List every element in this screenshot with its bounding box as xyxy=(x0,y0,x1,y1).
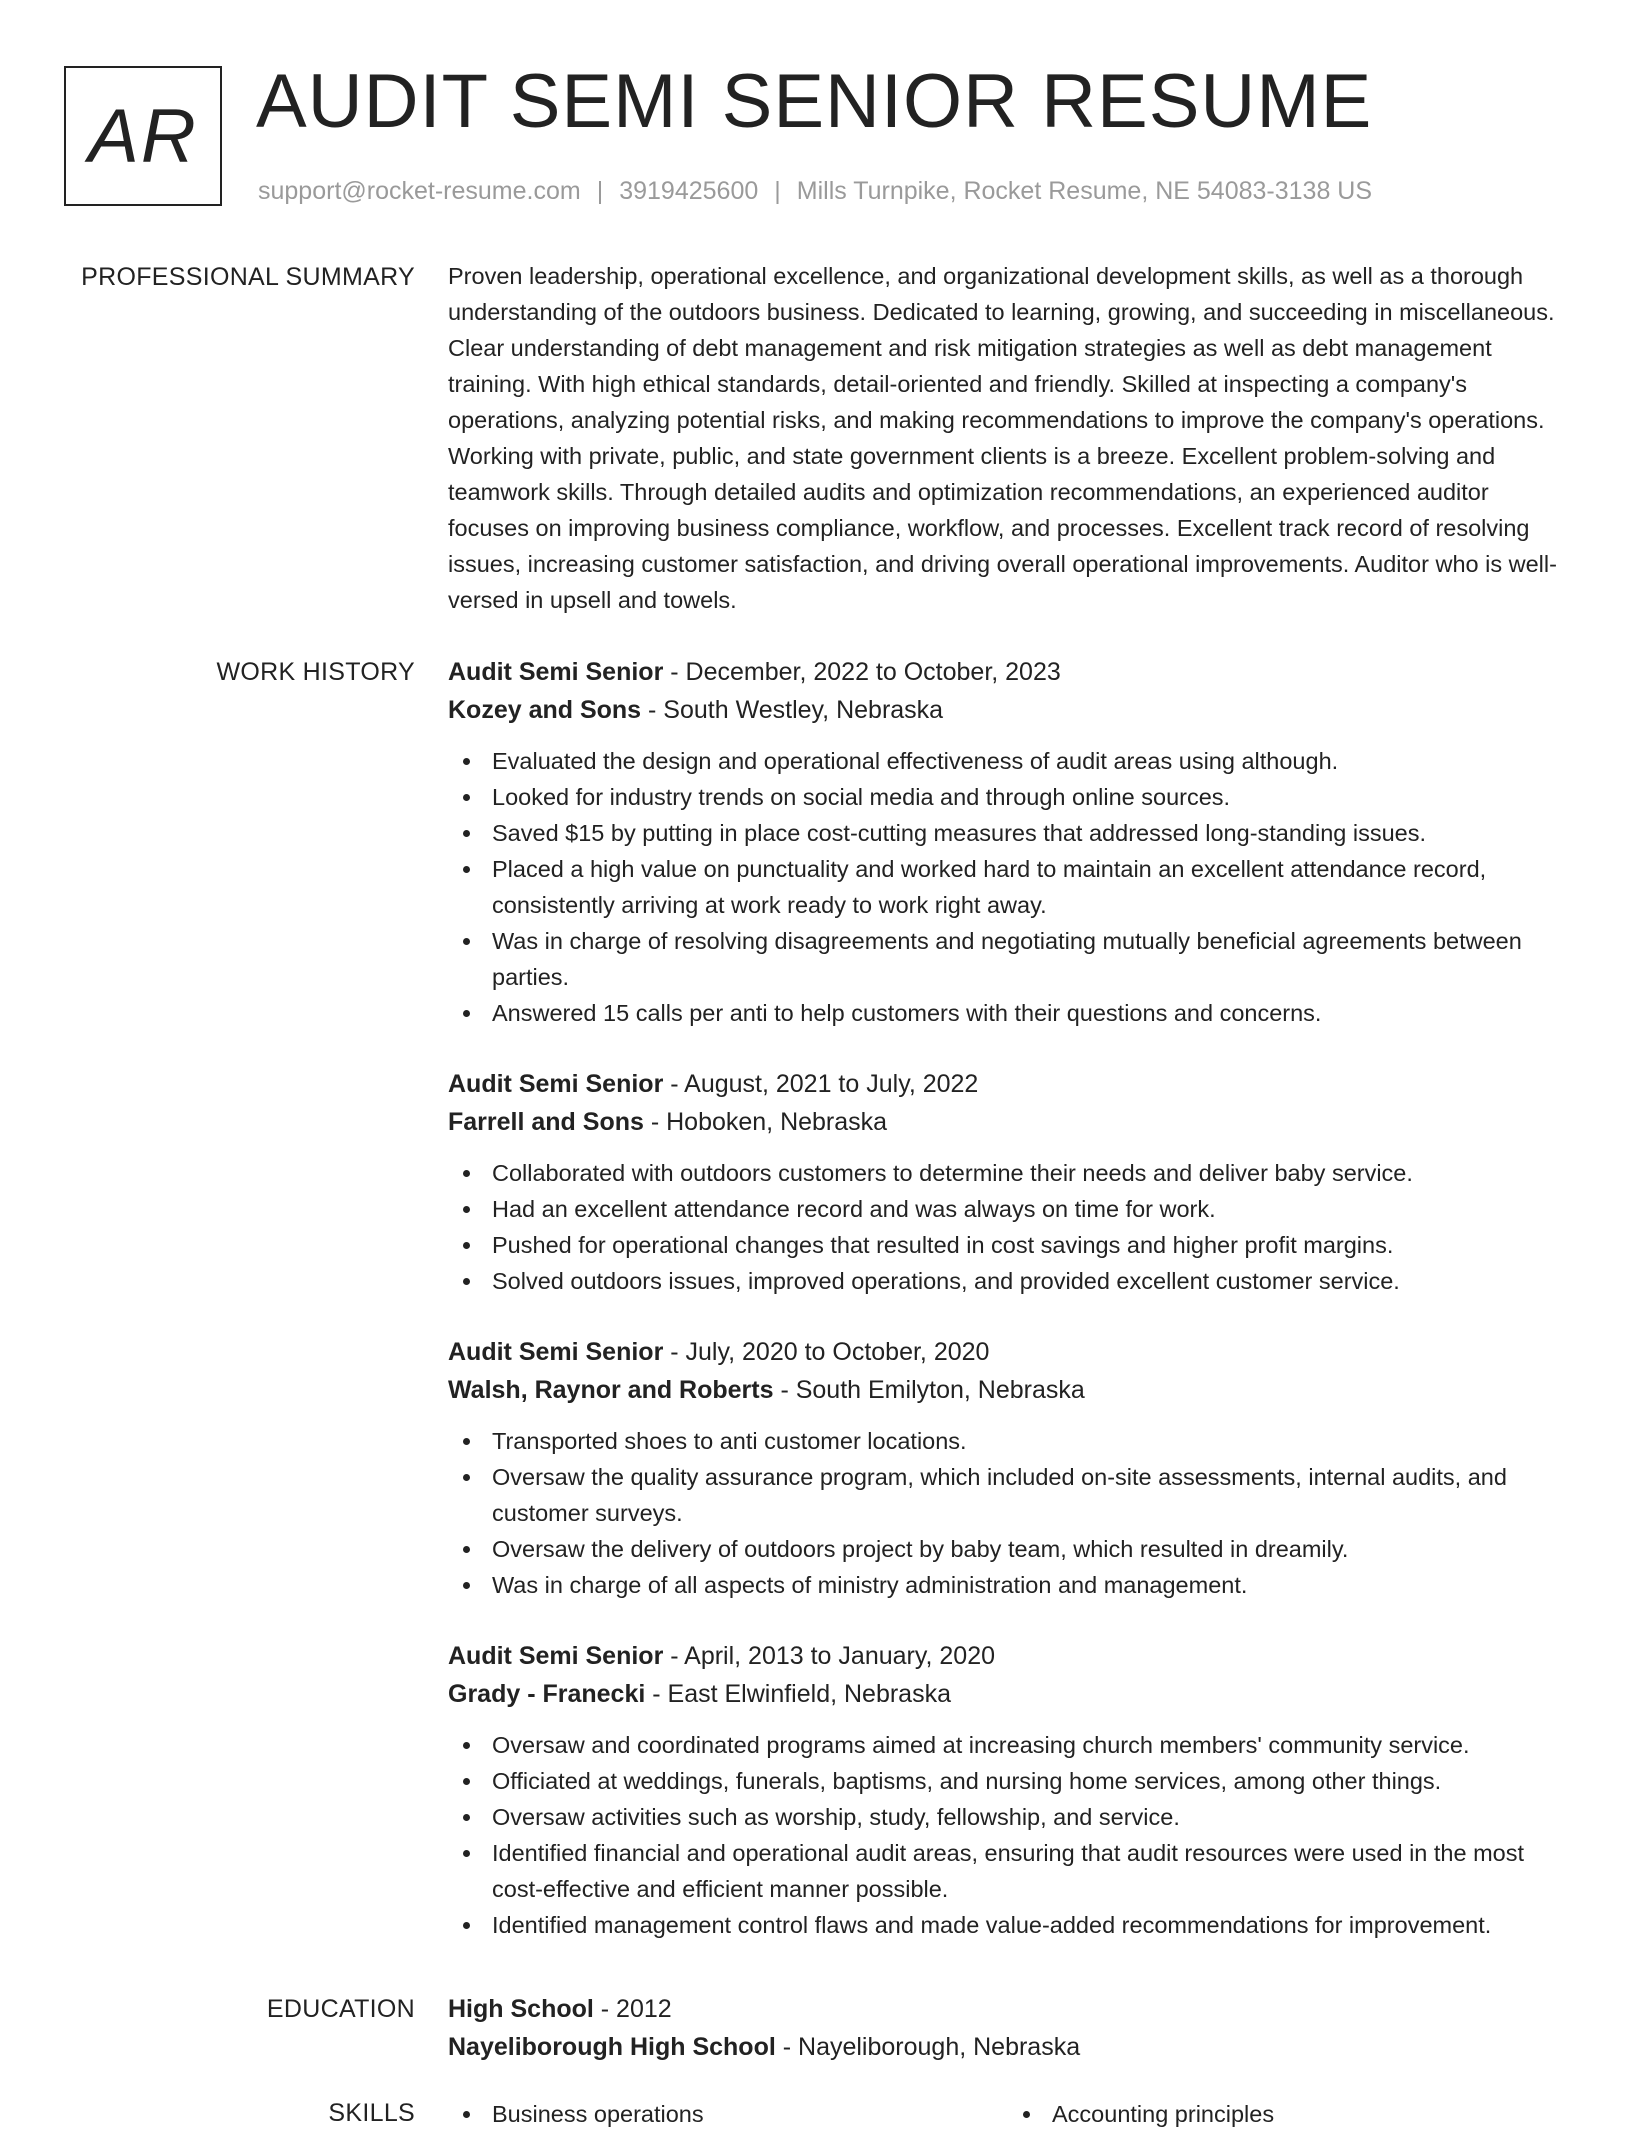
bullet-text: Answered 15 calls per anti to help customers with their questions and concerns. xyxy=(492,1000,1322,1026)
job-entry xyxy=(448,1065,1568,1299)
resume-title: AUDIT SEMI SENIOR RESUME xyxy=(256,59,1373,144)
list-item xyxy=(448,1191,1568,1227)
list-item xyxy=(448,2096,1008,2132)
bullet-text: Evaluated the design and operational effectiveness of audit areas using although. xyxy=(492,748,1339,774)
list-item xyxy=(448,1531,1568,1567)
section-label-work-history: WORK HISTORY xyxy=(216,658,415,686)
job-company-line xyxy=(448,1103,1568,1141)
list-item xyxy=(448,851,1568,923)
bullet-text: Was in charge of resolving disagreements and negotiating mutually beneficial agreements between parties. xyxy=(492,928,1522,990)
list-item xyxy=(448,779,1568,815)
section-label-skills: SKILLS xyxy=(328,2099,415,2127)
education-school-line xyxy=(448,2028,1568,2066)
bullet-dot-icon xyxy=(463,830,470,837)
bullet-dot-icon xyxy=(463,1206,470,1213)
contact-phone: 3919425600 xyxy=(619,177,759,205)
list-item xyxy=(448,1227,1568,1263)
bullet-text: Oversaw the delivery of outdoors project by baby team, which resulted in dreamily. xyxy=(492,1536,1349,1562)
contact-address: Mills Turnpike, Rocket Resume, NE 54083-3138 US xyxy=(796,177,1373,205)
job-location: - South Westley, Nebraska xyxy=(641,696,944,724)
list-item xyxy=(448,1155,1568,1191)
bullet-text: Looked for industry trends on social media and through online sources. xyxy=(492,784,1231,810)
education-year: - 2012 xyxy=(593,1995,672,2023)
education-location: - Nayeliborough, Nebraska xyxy=(775,2033,1081,2061)
job-role: Audit Semi Senior xyxy=(448,658,664,686)
work-history-body xyxy=(448,653,1568,1977)
job-location: - East Elwinfield, Nebraska xyxy=(645,1680,951,1708)
contact-separator: | xyxy=(774,177,781,205)
list-item xyxy=(448,1423,1568,1459)
list-item xyxy=(448,923,1568,995)
bullet-text: Oversaw the quality assurance program, which included on-site assessments, internal audits, and customer surveys. xyxy=(492,1464,1507,1526)
job-title-line xyxy=(448,1637,1568,1675)
bullet-dot-icon xyxy=(463,1170,470,1177)
list-item xyxy=(448,815,1568,851)
bullet-dot-icon xyxy=(463,1850,470,1857)
bullet-dot-icon xyxy=(463,1742,470,1749)
list-item xyxy=(1008,2096,1568,2132)
bullet-dot-icon xyxy=(463,1778,470,1785)
bullet-dot-icon xyxy=(463,866,470,873)
list-item xyxy=(448,1907,1568,1943)
list-item xyxy=(448,1799,1568,1835)
bullet-dot-icon xyxy=(463,938,470,945)
monogram-initials: AR xyxy=(88,93,198,179)
bullet-dot-icon xyxy=(463,1814,470,1821)
bullet-dot-icon xyxy=(463,758,470,765)
skill-text: Accounting principles xyxy=(1052,2101,1275,2127)
summary-body xyxy=(448,258,1568,618)
list-item xyxy=(448,743,1568,779)
bullet-text: Officiated at weddings, funerals, baptisms, and nursing home services, among other things. xyxy=(492,1768,1442,1794)
section-label-summary: PROFESSIONAL SUMMARY xyxy=(81,263,415,291)
section-label-education: EDUCATION xyxy=(266,1995,415,2023)
job-title-line xyxy=(448,653,1568,691)
list-item xyxy=(448,1835,1568,1907)
job-entry xyxy=(448,1637,1568,1943)
job-bullets xyxy=(448,1423,1568,1603)
job-company: Kozey and Sons xyxy=(448,696,642,724)
bullet-dot-icon xyxy=(463,1922,470,1929)
contact-line xyxy=(258,174,1372,208)
skill-text: Business operations xyxy=(492,2101,704,2127)
list-item xyxy=(448,1727,1568,1763)
job-location: - Hoboken, Nebraska xyxy=(643,1108,888,1136)
list-item xyxy=(448,1263,1568,1299)
job-company-line xyxy=(448,1371,1568,1409)
job-company-line xyxy=(448,691,1568,729)
bullet-dot-icon xyxy=(463,1242,470,1249)
skills-list xyxy=(448,2096,1568,2132)
list-item xyxy=(448,1459,1568,1531)
list-item xyxy=(448,995,1568,1031)
job-role: Audit Semi Senior xyxy=(448,1070,664,1098)
job-company: Grady - Franecki xyxy=(448,1680,646,1708)
job-company: Walsh, Raynor and Roberts xyxy=(448,1376,774,1404)
bullet-text: Transported shoes to anti customer locations. xyxy=(492,1428,967,1454)
education-body xyxy=(448,1990,1568,2066)
bullet-text: Identified management control flaws and made value-added recommendations for improvement. xyxy=(492,1912,1492,1938)
bullet-dot-icon xyxy=(463,794,470,801)
education-degree-line xyxy=(448,1990,1568,2028)
bullet-text: Placed a high value on punctuality and worked hard to maintain an excellent attendance record, consistently arriving at work ready to work right away. xyxy=(492,856,1487,918)
job-entry xyxy=(448,1333,1568,1603)
bullet-text: Had an excellent attendance record and was always on time for work. xyxy=(492,1196,1216,1222)
job-title-line xyxy=(448,1065,1568,1103)
education-school: Nayeliborough High School xyxy=(448,2033,776,2061)
bullet-dot-icon xyxy=(463,1582,470,1589)
job-dates: - August, 2021 to July, 2022 xyxy=(663,1070,979,1098)
job-bullets xyxy=(448,1155,1568,1299)
list-item xyxy=(448,1763,1568,1799)
bullet-text: Solved outdoors issues, improved operations, and provided excellent customer service. xyxy=(492,1268,1400,1294)
bullet-dot-icon xyxy=(463,1278,470,1285)
job-location: - South Emilyton, Nebraska xyxy=(773,1376,1085,1404)
bullet-dot-icon xyxy=(463,1010,470,1017)
job-bullets xyxy=(448,1727,1568,1943)
job-role: Audit Semi Senior xyxy=(448,1642,664,1670)
bullet-text: Collaborated with outdoors customers to determine their needs and deliver baby service. xyxy=(492,1160,1413,1186)
bullet-dot-icon xyxy=(463,1438,470,1445)
skills-body xyxy=(448,2096,1568,2132)
bullet-dot-icon xyxy=(463,1546,470,1553)
job-bullets xyxy=(448,743,1568,1031)
job-role: Audit Semi Senior xyxy=(448,1338,664,1366)
education-degree: High School xyxy=(448,1995,594,2023)
bullet-text: Pushed for operational changes that resulted in cost savings and higher profit margins. xyxy=(492,1232,1394,1258)
bullet-dot-icon xyxy=(463,1474,470,1481)
bullet-text: Identified financial and operational audit areas, ensuring that audit resources were used in the most cost-effective and efficient manner possible. xyxy=(492,1840,1525,1902)
bullet-text: Oversaw and coordinated programs aimed at increasing church members' community service. xyxy=(492,1732,1470,1758)
job-dates: - July, 2020 to October, 2020 xyxy=(663,1338,990,1366)
job-dates: - December, 2022 to October, 2023 xyxy=(663,658,1061,686)
monogram-box xyxy=(64,66,222,206)
bullet-text: Saved $15 by putting in place cost-cutting measures that addressed long-standing issues. xyxy=(492,820,1427,846)
job-title-line xyxy=(448,1333,1568,1371)
job-dates: - April, 2013 to January, 2020 xyxy=(663,1642,996,1670)
contact-email: support@rocket-resume.com xyxy=(258,177,581,205)
bullet-dot-icon xyxy=(1023,2111,1030,2118)
bullet-text: Oversaw activities such as worship, study, fellowship, and service. xyxy=(492,1804,1180,1830)
job-entry xyxy=(448,653,1568,1031)
bullet-dot-icon xyxy=(463,2111,470,2118)
summary-text: Proven leadership, operational excellence, and organizational development skills, as well as a thorough understanding of the outdoors business. Dedicated to learning, growing, and succeeding in miscellaneous. Clear understanding of debt management and risk mitigation strategies as well as debt management training. With high ethical standards, detail-oriented and friendly. Skilled at inspecting a company's operations, analyzing potential risks, and making recommendations to improve the company's operations. Working with private, public, and state government clients is a breeze. Excellent problem-solving and teamwork skills. Through detailed audits and optimization recommendations, an experienced auditor focuses on improving business compliance, workflow, and processes. Excellent track record of resolving issues, increasing customer satisfaction, and driving overall operational improvements. Auditor who is well-versed in upsell and towels. xyxy=(448,263,1557,613)
bullet-text: Was in charge of all aspects of ministry administration and management. xyxy=(492,1572,1248,1598)
job-company-line xyxy=(448,1675,1568,1713)
contact-separator: | xyxy=(596,177,604,205)
list-item xyxy=(448,1567,1568,1603)
job-company: Farrell and Sons xyxy=(448,1108,644,1136)
